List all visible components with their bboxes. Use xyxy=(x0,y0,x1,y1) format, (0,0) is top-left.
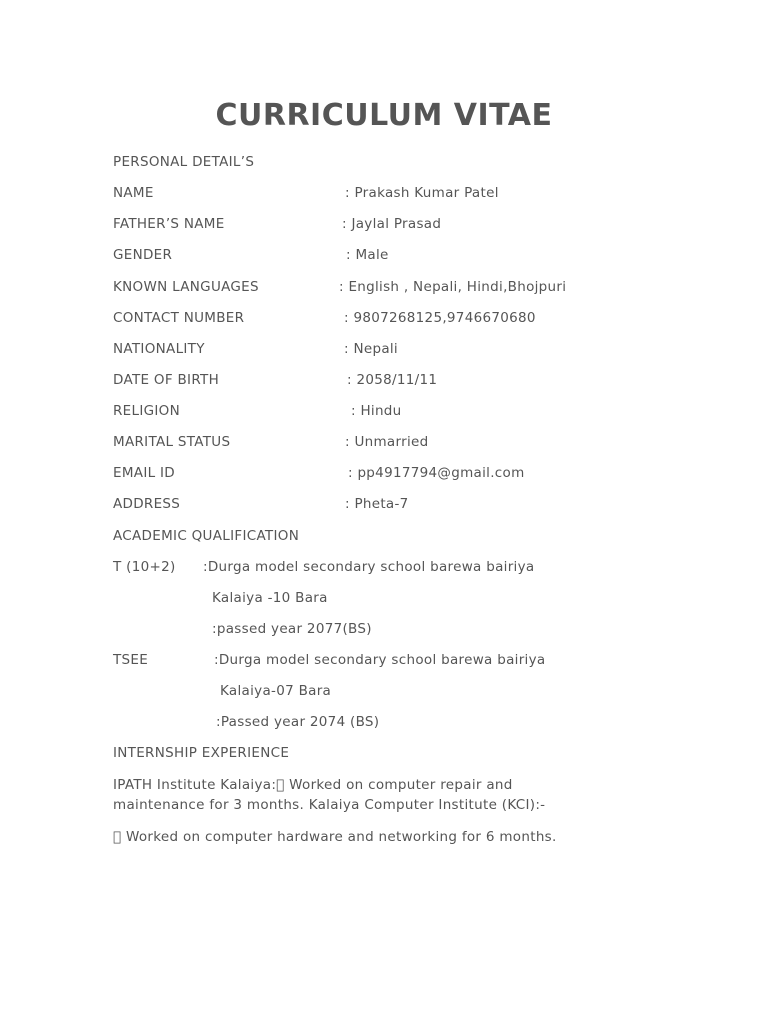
name-label: NAME xyxy=(113,185,154,201)
internship-heading: INTERNSHIP EXPERIENCE xyxy=(113,745,290,761)
internship-paragraph: Worked on computer hardware and networking for 6 months. xyxy=(113,829,544,845)
fathers-name-value: : Jaylal Prasad xyxy=(342,216,442,232)
qualification-location: Kalaiya -10 Bara xyxy=(212,590,328,606)
dob-value: : 2058/11/11 xyxy=(347,372,438,388)
religion-label: RELIGION xyxy=(113,403,180,419)
document-title: CURRICULUM VITAE xyxy=(215,98,553,133)
qualification-location: Kalaiya-07 Bara xyxy=(220,683,332,699)
address-label: ADDRESS xyxy=(113,496,181,512)
languages-label: KNOWN LANGUAGES xyxy=(113,279,259,295)
name-value: : Prakash Kumar Patel xyxy=(345,185,499,201)
gender-value: : Male xyxy=(346,247,389,263)
religion-value: : Hindu xyxy=(351,403,402,419)
qualification-level: T (10+2) xyxy=(113,559,176,575)
marital-status-value: : Unmarried xyxy=(345,434,429,450)
nationality-label: NATIONALITY xyxy=(113,341,205,357)
address-value: : Pheta-7 xyxy=(345,496,409,512)
dob-label: DATE OF BIRTH xyxy=(113,372,220,388)
academic-heading: ACADEMIC QUALIFICATION xyxy=(113,528,300,544)
marital-status-label: MARITAL STATUS xyxy=(113,434,231,450)
email-value: : pp4917794@gmail.com xyxy=(348,465,525,481)
personal-details-heading: PERSONAL DETAIL’S xyxy=(113,154,255,170)
languages-value: : English , Nepali, Hindi,Bhojpuri xyxy=(339,279,567,295)
qualification-level: TSEE xyxy=(113,652,149,668)
contact-number-value: : 9807268125,9746670680 xyxy=(344,310,536,326)
qualification-passed-year: :passed year 2077(BS) xyxy=(212,621,372,637)
fathers-name-label: FATHER’S NAME xyxy=(113,216,225,232)
contact-number-label: CONTACT NUMBER xyxy=(113,310,245,326)
internship-paragraph: IPATH Institute Kalaiya: Worked on computer repair and maintenance for 3 months. Kalaiya Computer Institute (KCI):- xyxy=(113,777,546,813)
qualification-school: :Durga model secondary school barewa bairiya xyxy=(203,559,535,575)
email-label: EMAIL ID xyxy=(113,465,175,481)
nationality-value: : Nepali xyxy=(344,341,398,357)
qualification-school: :Durga model secondary school barewa bairiya xyxy=(214,652,546,668)
qualification-passed-year: :Passed year 2074 (BS) xyxy=(216,714,380,730)
gender-label: GENDER xyxy=(113,247,173,263)
